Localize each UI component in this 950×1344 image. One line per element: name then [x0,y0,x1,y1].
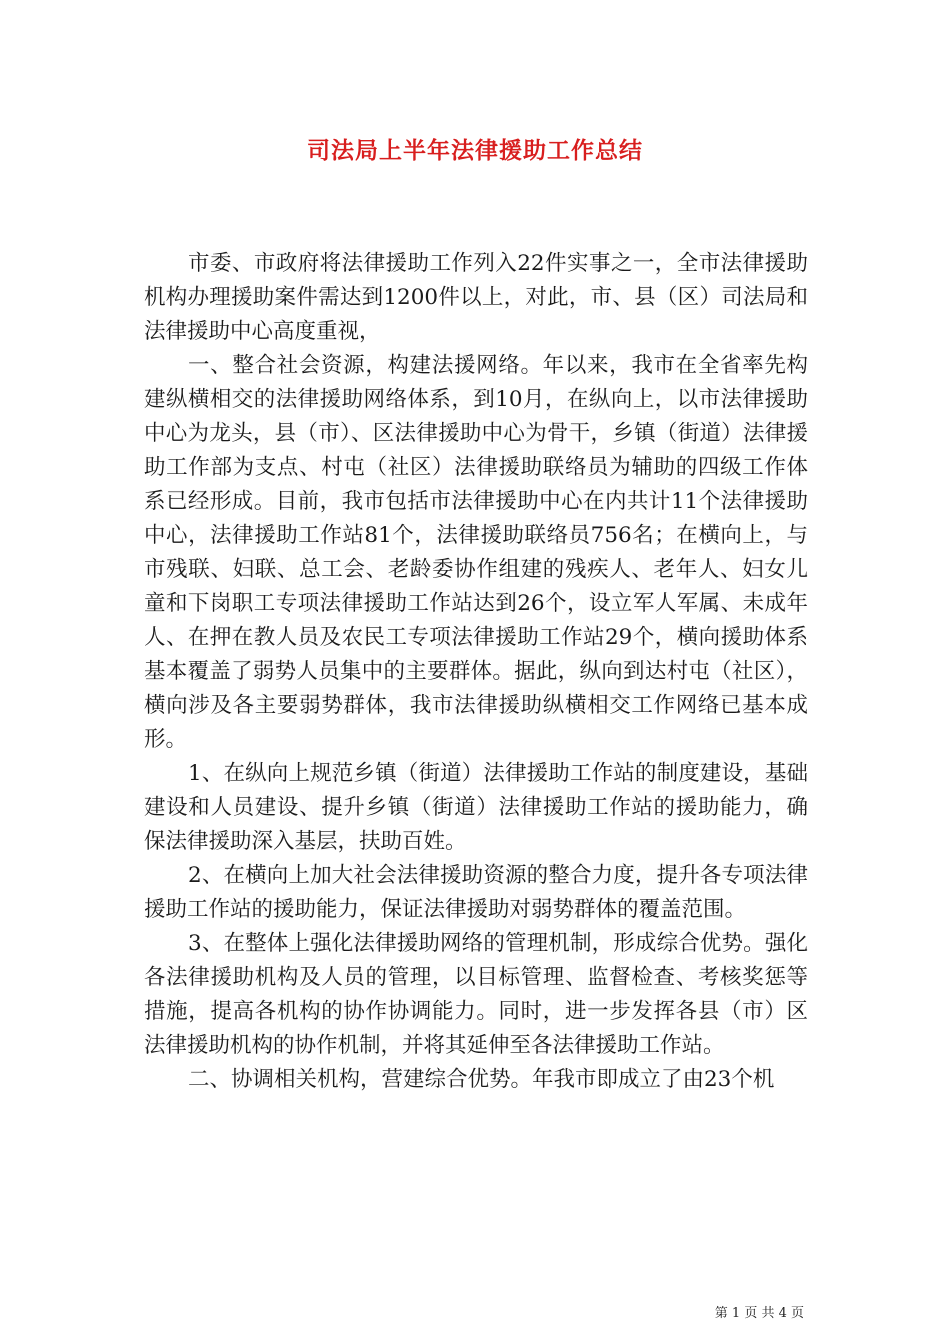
paragraph-intro: 市委、市政府将法律援助工作列入22件实事之一，全市法律援助机构办理援助案件需达到1200件以上，对此，市、县（区）司法局和法律援助中心高度重视， [144,251,808,344]
paragraph-item-3: 3、在整体上强化法律援助网络的管理机制，形成综合优势。强化各法律援助机构及人员的管理，以目标管理、监督检查、考核奖惩等措施，提高各机构的协作协调能力。同时，进一步发挥各县（市）区法律援助机构的协作机制，并将其延伸至各法律援助工作站。 [144,931,808,1058]
paragraph-item-2: 2、在横向上加大社会法律援助资源的整合力度，提升各专项法律援助工作站的援助能力，保证法律援助对弱势群体的覆盖范围。 [144,863,808,922]
paragraph-item-1: 1、在纵向上规范乡镇（街道）法律援助工作站的制度建设，基础建设和人员建设、提升乡镇（街道）法律援助工作站的援助能力，确保法律援助深入基层，扶助百姓。 [144,761,808,854]
paragraph-section-2: 二、协调相关机构，营建综合优势。年我市即成立了由23个机 [188,1067,775,1092]
page-number: 第 1 页 共 4 页 [714,1306,804,1321]
paragraph-section-1: 一、整合社会资源，构建法援网络。年以来，我市在全省率先构建纵横相交的法律援助网络体系，到10月，在纵向上，以市法律援助中心为龙头，县（市）、区法律援助中心为骨干，乡镇（街道）法律援助工作部为支点、村屯（社区）法律援助联络员为辅助的四级工作体系已经形成。目前，我市包括市法律援助中心在内共计11个法律援助中心，法律援助工作站81个，法律援助联络员756名；在横向上，与市残联、妇联、总工会、老龄委协作组建的残疾人、老年人、妇女儿童和下岗职工专项法律援助工作站达到26个，设立军人军属、未成年人、在押在教人员及农民工专项法律援助工作站29个，横向援助体系基本覆盖了弱势人员集中的主要群体。据此，纵向到达村屯（社区），横向涉及各主要弱势群体，我市法律援助纵横相交工作网络已基本成形。 [144,353,808,752]
document-body [144,247,808,1097]
page-title: 司法局上半年法律援助工作总结 [307,137,643,164]
